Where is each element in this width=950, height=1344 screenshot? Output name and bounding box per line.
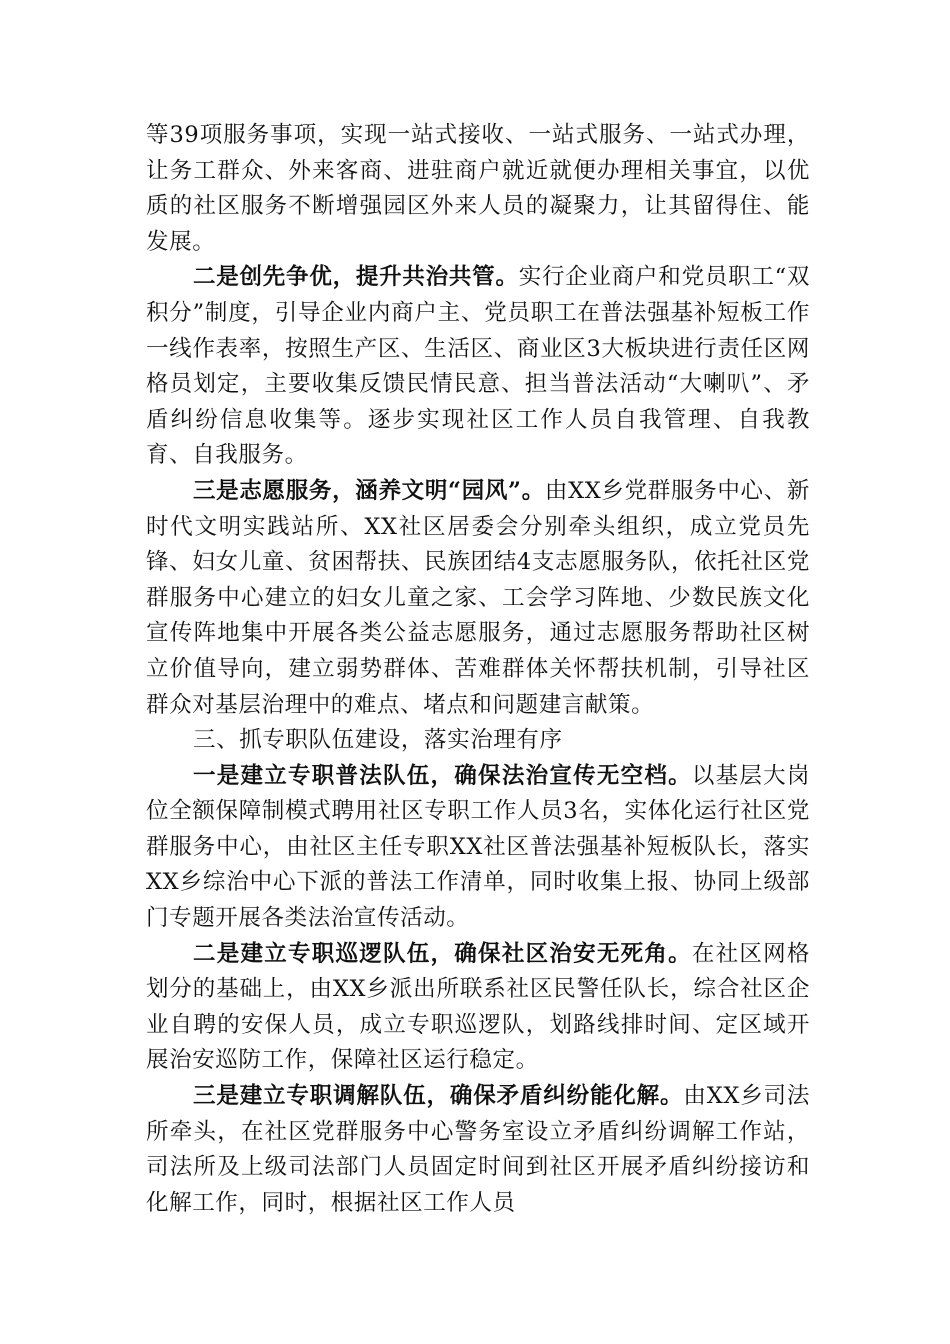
paragraph-body: 在社区网格划分的基础上，由XX乡派出所联系社区民警任队长，综合社区企业自聘的安保人员，成立专职巡逻队，划路线排时间、定区域开展治安巡防工作，保障社区运行稳定。 [146, 940, 810, 1074]
paragraph-lead: 一是建立专职普法队伍，确保法治宣传无空档。 [193, 762, 692, 789]
paragraph-body: 由XX乡党群服务中心、新时代文明实践站所、XX社区居委会分别牵头组织，成立党员先锋、妇女儿童、贫困帮扶、民族团结4支志愿服务队，依托社区党群服务中心建立的妇女儿童之家、工会学习阵地、少数民族文化宣传阵地集中开展各类公益志愿服务，通过志愿服务帮助社区树立价值导向，建立弱势群体、苦难群体关怀帮扶机制，引导社区群众对基层治理中的难点、堵点和问题建言献策。 [146, 477, 810, 718]
paragraph-volunteer-service [146, 474, 810, 723]
paragraph-lead: 二是建立专职巡逻队伍，确保社区治安无死角。 [193, 940, 692, 967]
paragraph-lead: 三是志愿服务，涵养文明“园风”。 [193, 477, 545, 504]
paragraph-legal-team [146, 759, 810, 937]
paragraph-mediation-team [146, 1079, 810, 1221]
paragraph-body: 由XX乡司法所牵头，在社区党群服务中心警务室设立矛盾纠纷调解工作站，司法所及上级司法部门人员固定时间到社区开展矛盾纠纷接访和化解工作，同时，根据社区工作人员 [146, 1083, 810, 1216]
paragraph-continuation [146, 118, 810, 260]
document-page [146, 118, 810, 1221]
paragraph-body: 等39项服务事项，实现一站式接收、一站式服务、一站式办理，让务工群众、外来客商、进驻商户就近就便办理相关事宜，以优质的社区服务不断增强园区外来人员的凝聚力，让其留得住、能发展。 [146, 122, 810, 255]
paragraph-lead: 三是建立专职调解队伍，确保矛盾纠纷能化解。 [193, 1083, 684, 1110]
section-heading: 三、抓专职队伍建设，落实治理有序 [193, 727, 563, 754]
paragraph-co-governance [146, 260, 810, 474]
paragraph-lead: 二是创先争优，提升共治共管。 [193, 264, 519, 291]
paragraph-body: 实行企业商户和党员职工“双积分”制度，引导企业内商户主、党员职工在普法强基补短板工作一线作表率，按照生产区、生活区、商业区3大板块进行责任区网格员划定，主要收集反馈民情民意、担当普法活动“大喇叭”、矛盾纠纷信息收集等。逐步实现社区工作人员自我管理、自我教育、自我服务。 [146, 264, 810, 469]
paragraph-body: 以基层大岗位全额保障制模式聘用社区专职工作人员3名，实体化运行社区党群服务中心，由社区主任专职XX社区普法强基补短板队长，落实XX乡综治中心下派的普法工作清单，同时收集上报、协同上级部门专题开展各类法治宣传活动。 [146, 762, 810, 932]
paragraph-patrol-team [146, 937, 810, 1079]
